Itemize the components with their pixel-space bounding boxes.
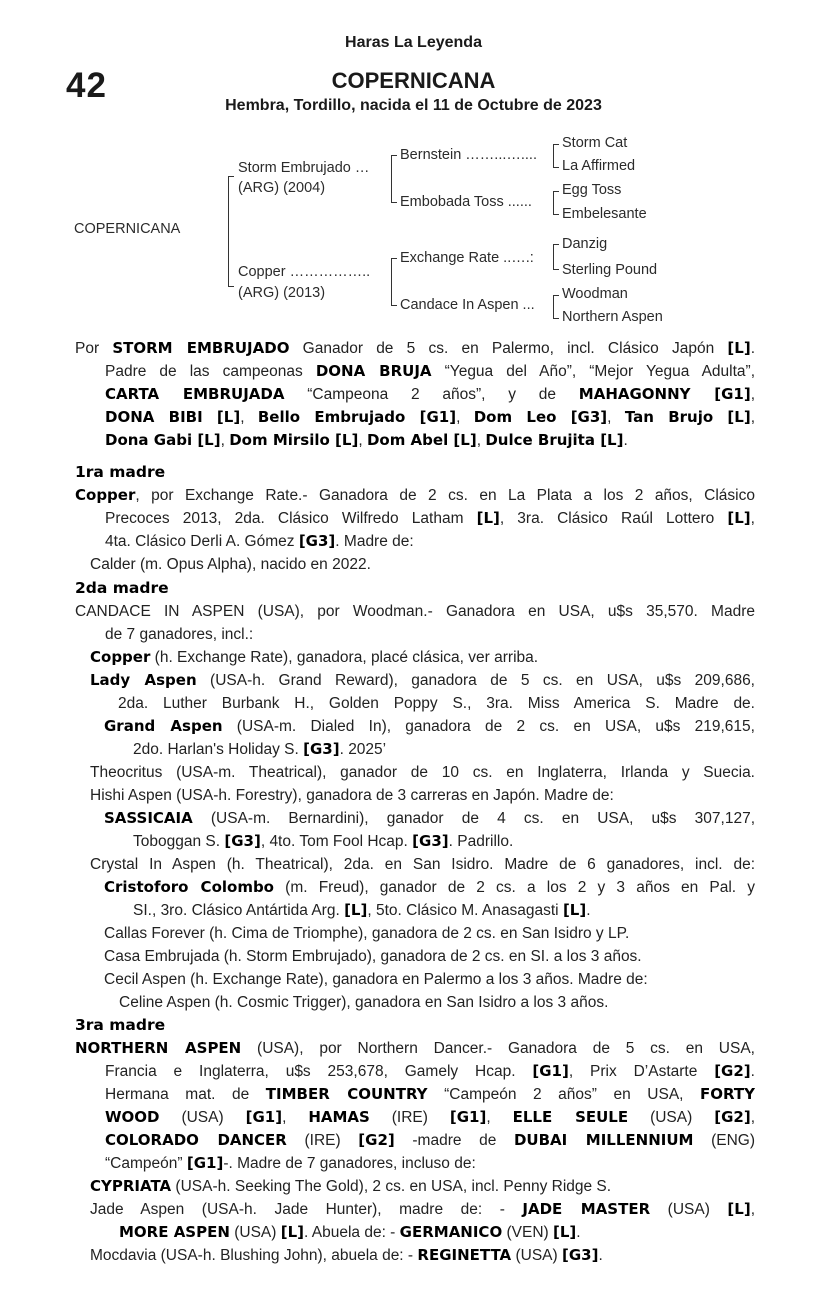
text-line: Celine Aspen (h. Cosmic Trigger), ganadora en San Isidro a los 3 años. [119,994,609,1011]
text-line: NORTHERN ASPEN (USA), por Northern Dancer.- Ganadora de 5 cs. en USA, [75,1039,755,1057]
text-line: Copper, por Exchange Rate.- Ganadora de 2 cs. en La Plata a los 2 años, Clásico [75,486,755,504]
text-line: 2da. Luther Burbank H., Golden Poppy S., 3ra. Miss America S. Madre de. [118,695,755,712]
text-line: Cristoforo Colombo (m. Freud), ganador de 2 cs. a los 2 y 3 años en Pal. y [104,878,755,896]
pedigree-sss: Storm Cat [562,135,628,151]
text-line: Precoces 2013, 2da. Clásico Wilfredo Latham [L], 3ra. Clásico Raúl Lottero [L], [105,509,755,527]
sire-paragraph [75,337,755,360]
pedigree-sire-dam: Embobada Toss ...... [400,194,532,210]
pedigree-bracket [553,244,559,270]
first-dam-heading: 1ra madre [75,463,166,481]
text-line: SASSICAIA (USA-m. Bernardini), ganador de 4 cs. en USA, u$s 307,127, [104,809,755,827]
text-line: DONA BIBI [L], Bello Embrujado [G1], Dom Leo [G3], Tan Brujo [L], [105,408,755,426]
pedigree-sire-origin: (ARG) (2004) [238,180,326,196]
text-line: Hishi Aspen (USA-h. Forestry), ganadora de 3 carreras en Japón. Madre de: [90,787,614,804]
text-line: MORE ASPEN (USA) [L]. Abuela de: - GERMANICO (VEN) [L]. [119,1223,581,1241]
text-line: SI., 3ro. Clásico Antártida Arg. [L], 5to. Clásico M. Anasagasti [L]. [133,901,591,919]
text-line: de 7 ganadores, incl.: [105,626,254,643]
text-line: COLORADO DANCER (IRE) [G2] -madre de DUBAI MILLENNIUM (ENG) [105,1131,755,1149]
pedigree-bracket [391,155,397,203]
text-line: Mocdavia (USA-h. Blushing John), abuela de: - REGINETTA (USA) [G3]. [90,1246,603,1264]
text-line: Theocritus (USA-m. Theatrical), ganador de 10 cs. en Inglaterra, Irlanda y Suecia. [90,764,755,781]
text-line: Francia e Inglaterra, u$s 253,678, Gamely Hcap. [G1], Prix D’Astarte [G2]. [105,1062,755,1080]
text-line: Padre de las campeonas DONA BRUJA “Yegua del Año”, “Mejor Yegua Adulta”, [105,362,755,380]
pedigree-sire-sire: Bernstein ……...….... [400,147,537,163]
pedigree-dds: Woodman [562,286,628,302]
pedigree-subject: COPERNICANA [74,221,181,237]
pedigree-sire: Storm Embrujado … [238,160,370,176]
pedigree-dam-dam: Candace In Aspen ... [400,297,535,313]
pedigree-ssd: La Affirmed [562,158,636,174]
pedigree-dam-sire: Exchange Rate ..….: [400,250,534,266]
text-line: CANDACE IN ASPEN (USA), por Woodman.- Ganadora en USA, u$s 35,570. Madre [75,603,755,620]
pedigree-bracket [553,295,559,319]
text-line: 2do. Harlan's Holiday S. [G3]. 2025’ [133,740,387,758]
text-line: WOOD (USA) [G1], HAMAS (IRE) [G1], ELLE SEULE (USA) [G2], [105,1108,755,1126]
pedigree-bracket [553,191,559,215]
pedigree-ddd: Northern Aspen [562,309,663,325]
text-line: Lady Aspen (USA-h. Grand Reward), ganadora de 5 cs. en USA, u$s 209,686, [90,671,755,689]
text-line: Cecil Aspen (h. Exchange Rate), ganadora en Palermo a los 3 años. Madre de: [104,971,648,988]
text-line: “Campeón” [G1]-. Madre de 7 ganadores, incluso de: [105,1154,476,1172]
horse-description: Hembra, Tordillo, nacida el 11 de Octubre de 2023 [225,97,602,114]
text-line: Casa Embrujada (h. Storm Embrujado), ganadora de 2 cs. en SI. a los 3 años. [104,948,642,965]
pedigree-sds: Egg Toss [562,182,622,198]
second-dam-heading: 2da madre [75,579,169,597]
pedigree-dam-origin: (ARG) (2013) [238,285,326,301]
text-line: 4ta. Clásico Derli A. Gómez [G3]. Madre de: [105,532,414,550]
stud-name: Haras La Leyenda [345,34,482,51]
text-line: Toboggan S. [G3], 4to. Tom Fool Hcap. [G3]. Padrillo. [133,832,514,850]
pedigree-dsd: Sterling Pound [562,262,658,278]
text-line: Grand Aspen (USA-m. Dialed In), ganadora de 2 cs. en USA, u$s 219,615, [104,717,755,735]
pedigree-bracket [228,176,234,287]
text-line: Calder (m. Opus Alpha), nacido en 2022. [90,556,371,573]
text-line: Copper (h. Exchange Rate), ganadora, placé clásica, ver arriba. [90,648,539,666]
pedigree-dss: Danzig [562,236,608,252]
horse-name: COPERNICANA [331,68,496,93]
text-line: Por STORM EMBRUJADO Ganador de 5 cs. en Palermo, incl. Clásico Japón [L]. [75,339,755,357]
text-line: CARTA EMBRUJADA “Campeona 2 años”, y de MAHAGONNY [G1], [105,385,755,403]
text-line: Jade Aspen (USA-h. Jade Hunter), madre de: - JADE MASTER (USA) [L], [90,1200,755,1218]
pedigree-bracket [391,258,397,306]
pedigree-dam: Copper …………….. [238,264,371,280]
text-line: Dona Gabi [L], Dom Mirsilo [L], Dom Abel [L], Dulce Brujita [L]. [105,431,628,449]
text-line: Callas Forever (h. Cima de Triomphe), ganadora de 2 cs. en San Isidro y LP. [104,925,630,942]
text-line: Crystal In Aspen (h. Theatrical), 2da. en San Isidro. Madre de 6 ganadores, incl. de: [90,856,755,873]
third-dam-heading: 3ra madre [75,1016,166,1034]
pedigree-bracket [553,144,559,168]
lot-number: 42 [66,66,107,105]
text-line: CYPRIATA (USA-h. Seeking The Gold), 2 cs. en USA, incl. Penny Ridge S. [90,1177,612,1195]
pedigree-sdd: Embelesante [562,206,647,222]
text-line: Hermana mat. de TIMBER COUNTRY “Campeón 2 años” en USA, FORTY [105,1085,755,1103]
